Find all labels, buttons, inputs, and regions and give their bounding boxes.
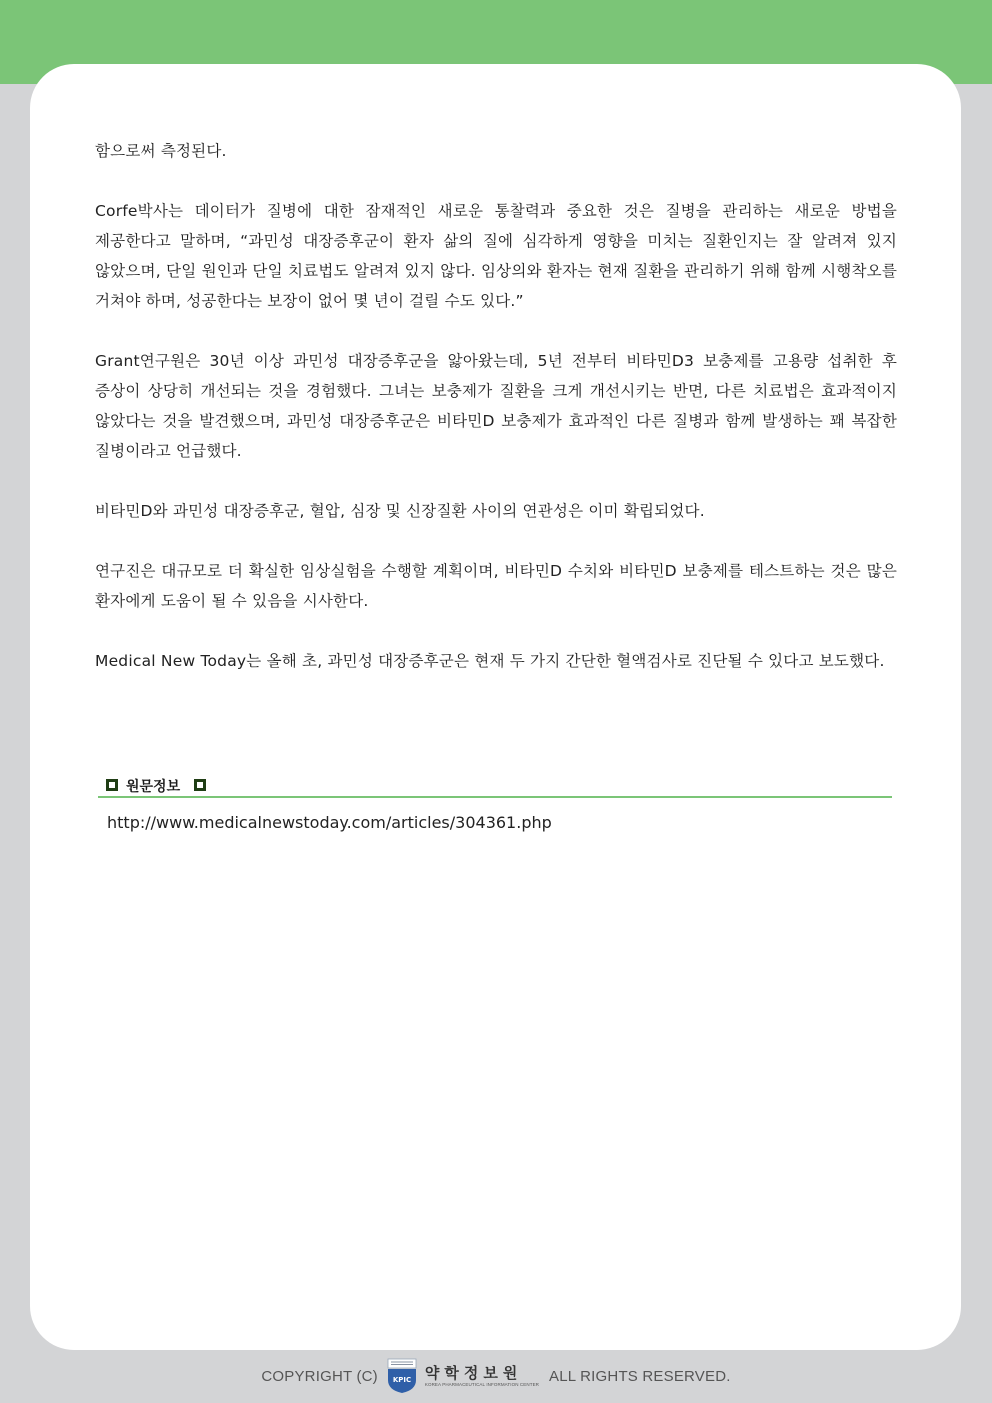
kpic-logo <box>387 1358 539 1394</box>
square-bullet-icon <box>106 779 118 791</box>
copyright-text: COPYRIGHT (C) <box>261 1367 378 1385</box>
paragraph-6: Medical New Today는 올해 초, 과민성 대장증후군은 현재 두 가지 간단한 혈액검사로 진단될 수 있다고 보도했다. <box>95 652 885 670</box>
paragraph-4: 비타민D와 과민성 대장증후군, 혈압, 심장 및 신장질환 사이의 연관성은 이미 확립되었다. <box>95 502 705 520</box>
square-bullet-icon <box>194 779 206 791</box>
logo-name-text: 약학정보원 <box>424 1363 523 1382</box>
source-info-header <box>98 774 892 798</box>
kpic-emblem-label: KPIC <box>392 1376 412 1384</box>
source-info-label: 원문정보 <box>126 779 181 795</box>
paragraph-1: 함으로써 측정된다. <box>95 142 227 160</box>
kpic-emblem-icon <box>387 1358 417 1394</box>
paragraph-3: Grant연구원은 30년 이상 과민성 대장증후군을 앓아왔는데, 5년 전부터 비타민D3 보충제를 고용량 섭취한 후 증상이 상당히 개선되는 것을 경험했다. 그녀는 보충제가 질환을 크게 개선시키는 반면, 다른 치료법은 효과적이지 않았다는 것을 발견했으며, 과민성 대장증후군은 비타민D 보충제가 효과적인 다른 질병과 함께 발생하는 꽤 복잡한 질병이라고 언급했다. <box>95 352 897 460</box>
source-url-link[interactable]: http://www.medicalnewstoday.com/articles/304361.php <box>107 813 552 832</box>
article-body <box>95 136 897 706</box>
logo-subtitle-text: KOREA PHARMACEUTICAL INFORMATION CENTER <box>424 1381 540 1387</box>
paragraph-5: 연구진은 대규모로 더 확실한 임상실험을 수행할 계획이며, 비타민D 수치와 비타민D 보충제를 테스트하는 것은 많은 환자에게 도움이 될 수 있음을 시사한다. <box>95 562 897 610</box>
rights-text: ALL RIGHTS RESERVED. <box>549 1367 731 1385</box>
paragraph-2: Corfe박사는 데이터가 질병에 대한 잠재적인 새로운 통찰력과 중요한 것은 질병을 관리하는 새로운 방법을 제공한다고 말하며, “과민성 대장증후군이 환자 삶의 질에 심각하게 영향을 미치는 질환인지는 잘 알려져 있지 않았으며, 단일 원인과 단일 치료법도 알려져 있지 않다. 임상의와 환자는 현재 질환을 관리하기 위해 함께 시행착오를 거쳐야 하며, 성공한다는 보장이 없어 몇 년이 걸릴 수도 있다.” <box>95 202 897 310</box>
footer <box>0 1356 992 1396</box>
